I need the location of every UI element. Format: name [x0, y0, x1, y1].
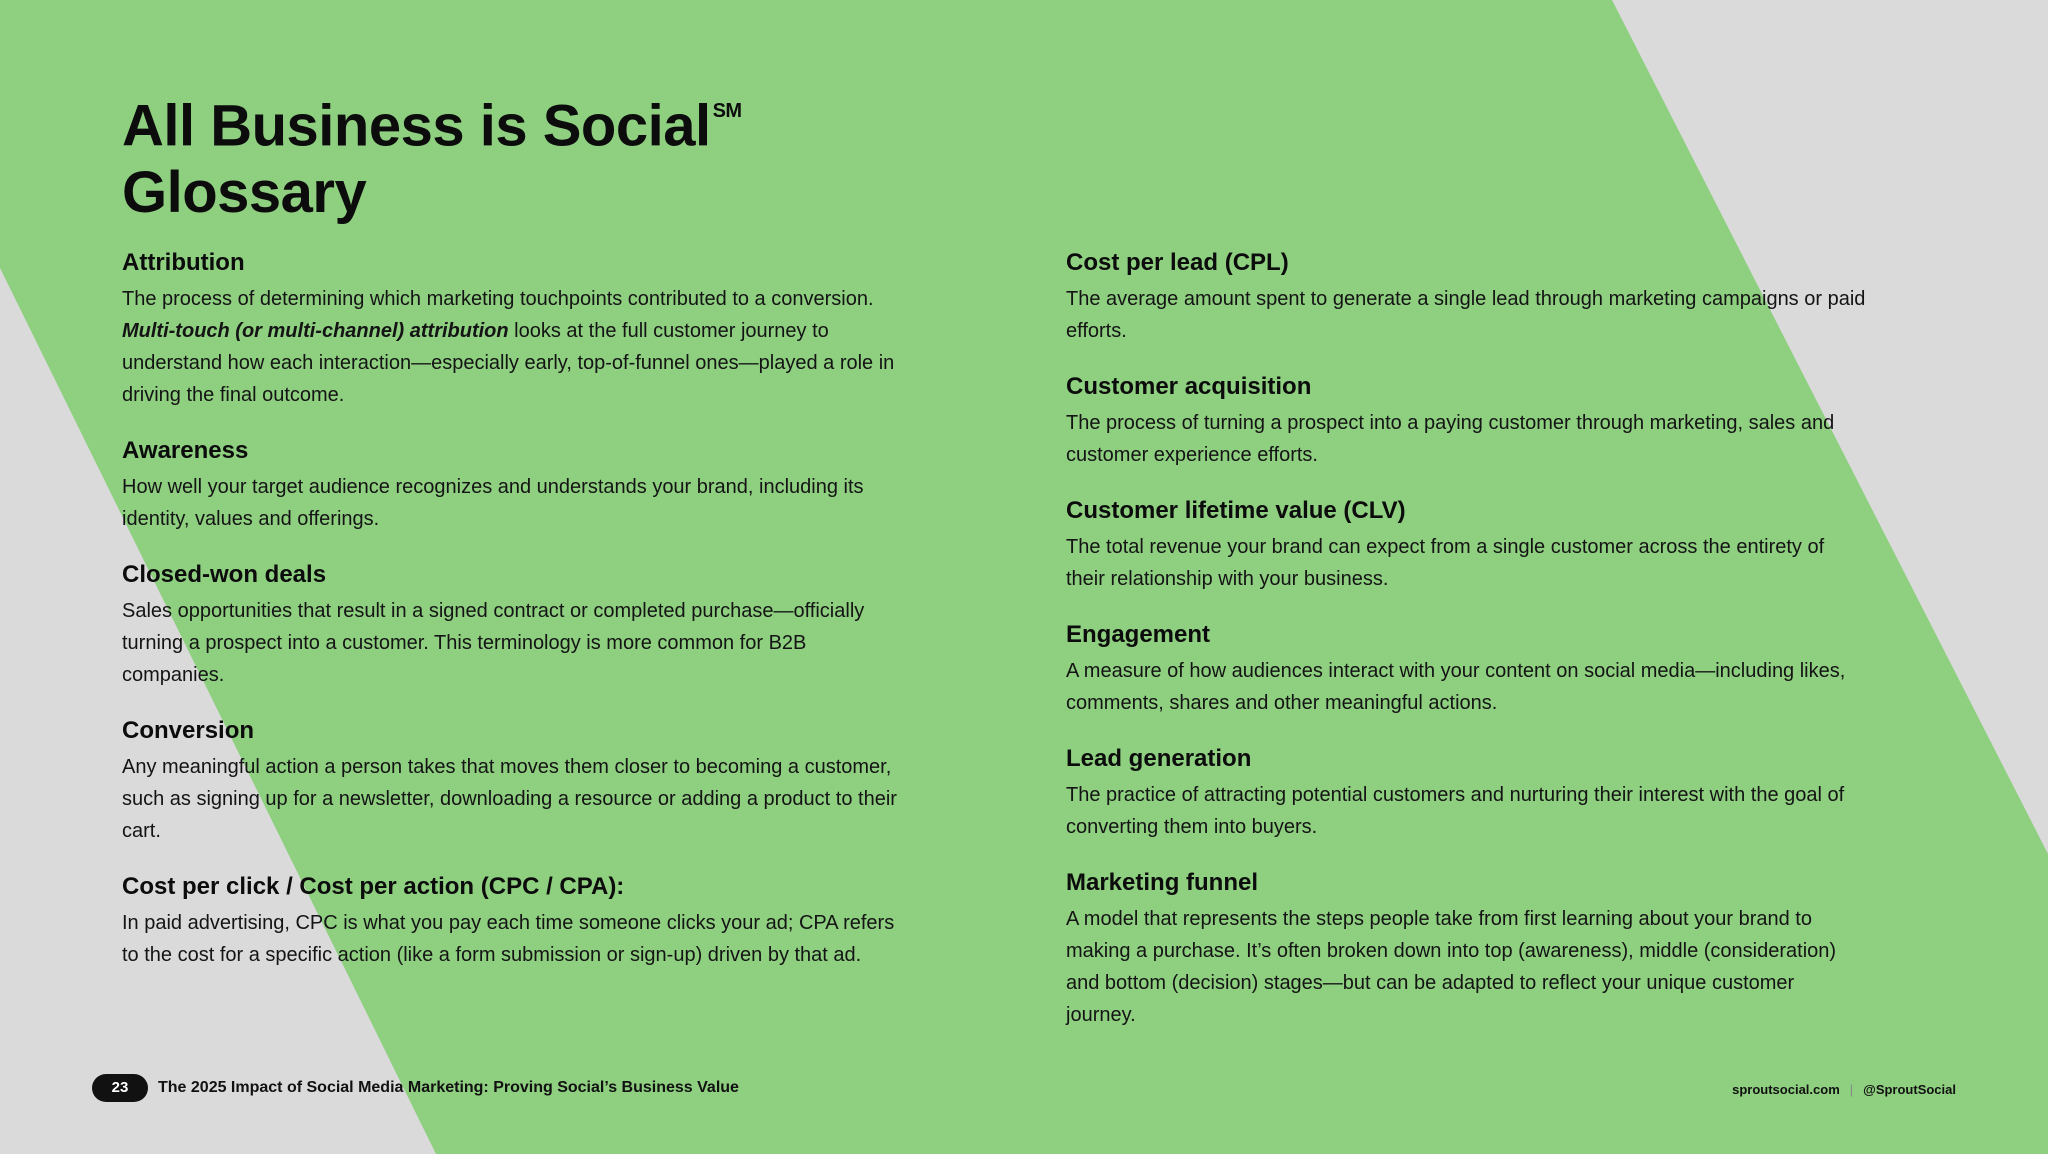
page-number-badge: 23 [92, 1074, 148, 1102]
term-heading: Engagement [1066, 621, 1211, 648]
footer-report-title: The 2025 Impact of Social Media Marketing: Proving Social’s Business Value [158, 1079, 739, 1096]
term-definition: The average amount spent to generate a single lead through marketing campaigns or paid efforts. [1066, 288, 1866, 342]
term-definition: Any meaningful action a person takes that moves them closer to becoming a customer, such as signing up for a newsletter, downloading a resource or adding a product to their cart. [122, 756, 897, 842]
glossary-entry-engagement [1066, 620, 1866, 719]
term-heading: Awareness [122, 437, 249, 464]
term-heading: Attribution [122, 249, 245, 276]
term-heading: Customer acquisition [1066, 373, 1312, 400]
glossary-entry-awareness [122, 436, 902, 535]
glossary-entry-conversion [122, 716, 902, 847]
term-definition: Sales opportunities that result in a signed contract or completed purchase—officially turning a prospect into a customer. This terminology is more common for B2B companies. [122, 600, 865, 686]
emphasized-term: Multi-touch (or multi-channel) attribution [122, 320, 509, 342]
term-heading: Marketing funnel [1066, 869, 1259, 896]
term-definition [122, 283, 902, 411]
term-definition: The process of turning a prospect into a paying customer through marketing, sales and customer experience efforts. [1066, 412, 1835, 466]
social-handle-link[interactable]: @SproutSocial [1863, 1082, 1956, 1097]
term-heading: Closed-won deals [122, 561, 327, 588]
glossary-entry-customer-lifetime-value [1066, 496, 1866, 595]
term-definition: A model that represents the steps people take from first learning about your brand to making a purchase. It’s often broken down into top (awareness), middle (consideration) and bottom (decision) stages—but can be adapted to reflect your unique customer journey. [1066, 908, 1837, 1026]
glossary-entry-cpc-cpa [122, 872, 902, 971]
term-definition: How well your target audience recognizes and understands your brand, including its identity, values and offerings. [122, 476, 864, 530]
glossary-right-column [1066, 248, 1866, 1056]
service-mark: SM [712, 100, 742, 122]
glossary-entry-customer-acquisition [1066, 372, 1866, 471]
glossary-entry-lead-generation [1066, 744, 1866, 843]
glossary-entry-cost-per-lead [1066, 248, 1866, 347]
glossary-entry-closed-won-deals [122, 560, 902, 691]
title-line-2: Glossary [122, 160, 367, 226]
term-definition: A measure of how audiences interact with your content on social media—including likes, comments, shares and other meaningful actions. [1066, 660, 1846, 714]
definition-text: looks at the full customer journey to understand how each interaction—especially early, top-of-funnel ones—played a role in driving the final outcome. [122, 320, 895, 406]
term-heading: Conversion [122, 717, 255, 744]
footer-separator: | [1849, 1082, 1854, 1097]
term-definition: In paid advertising, CPC is what you pay each time someone clicks your ad; CPA refers to the cost for a specific action (like a form submission or sign-up) driven by that ad. [122, 912, 895, 966]
term-heading: Customer lifetime value (CLV) [1066, 497, 1406, 524]
page-title [122, 86, 742, 226]
footer-links [1732, 1080, 1956, 1100]
term-definition: The total revenue your brand can expect from a single customer across the entirety of their relationship with your business. [1066, 536, 1825, 590]
term-heading: Lead generation [1066, 745, 1252, 772]
term-heading: Cost per click / Cost per action (CPC / CPA): [122, 873, 625, 900]
website-link[interactable]: sproutsocial.com [1732, 1082, 1840, 1097]
definition-text: The process of determining which marketing touchpoints contributed to a conversion. [122, 288, 874, 310]
title-line-1: All Business is Social [122, 93, 711, 159]
glossary-entry-attribution [122, 248, 902, 411]
glossary-left-column [122, 248, 902, 996]
term-definition: The practice of attracting potential customers and nurturing their interest with the goal of converting them into buyers. [1066, 784, 1845, 838]
glossary-entry-marketing-funnel [1066, 868, 1866, 1031]
term-heading: Cost per lead (CPL) [1066, 249, 1289, 276]
